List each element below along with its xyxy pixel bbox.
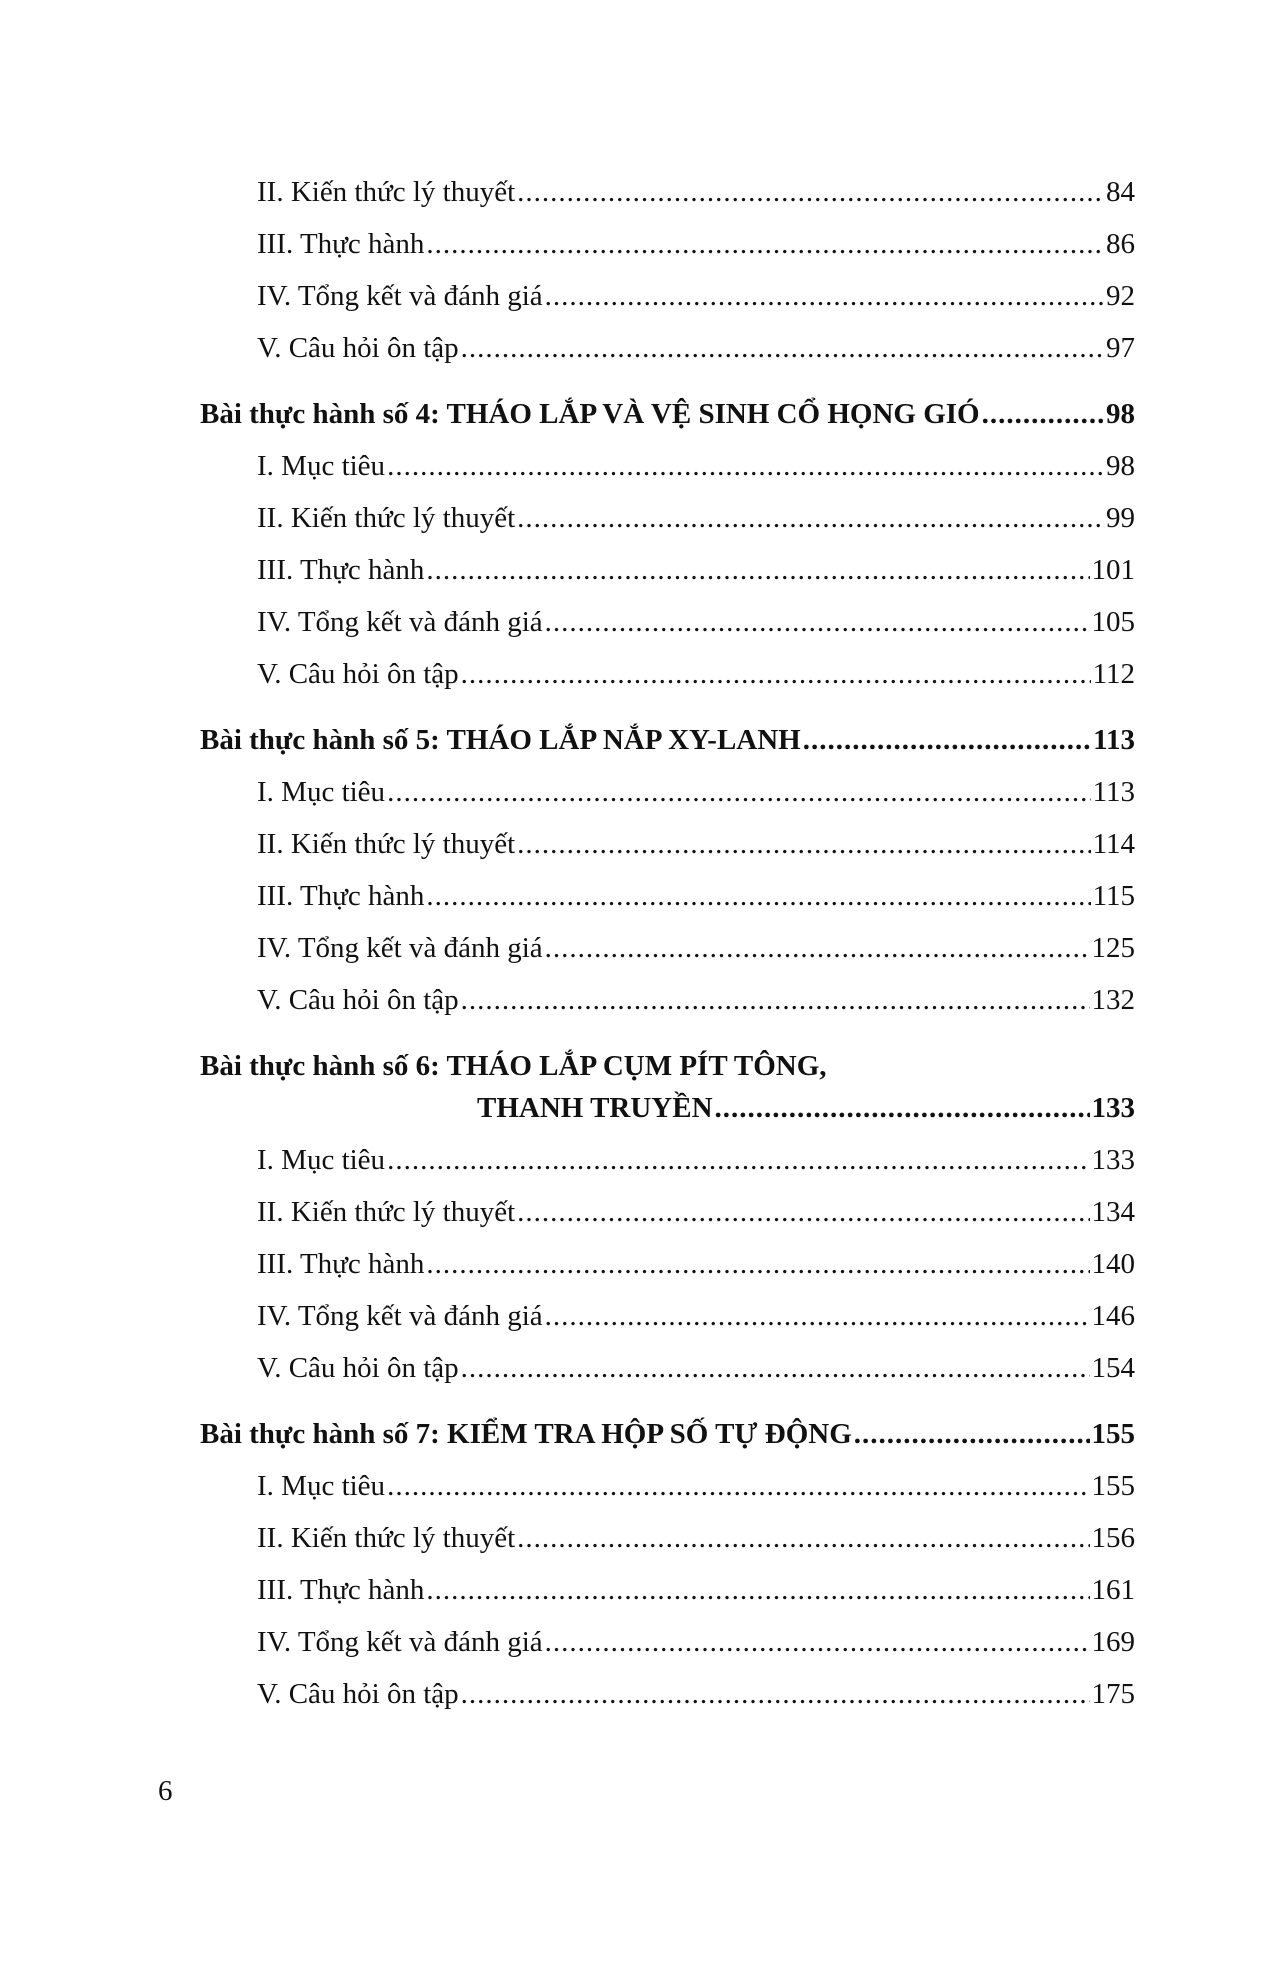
- toc-entry: [257, 772, 1135, 812]
- dot-leader: [715, 1088, 1090, 1128]
- toc-entry-page: 169: [1091, 1626, 1135, 1658]
- dot-leader: [545, 1296, 1090, 1336]
- section-heading-cont-label: THANH TRUYỀN: [477, 1092, 713, 1124]
- toc-entry: [257, 498, 1135, 538]
- dot-leader: [461, 1348, 1090, 1388]
- page-number: 6: [158, 1775, 173, 1807]
- toc-entry-page: 146: [1091, 1300, 1135, 1332]
- toc-entry: [257, 1348, 1135, 1388]
- dot-leader: [426, 1570, 1089, 1610]
- dot-leader: [461, 1674, 1090, 1714]
- toc-entry-label: III. Thực hành: [257, 1574, 425, 1606]
- toc-entry-page: 92: [1106, 280, 1135, 312]
- toc-entry: [257, 980, 1135, 1020]
- dot-leader: [517, 498, 1104, 538]
- toc-entry-page: 84: [1106, 176, 1135, 208]
- section-heading-cont-page: 133: [1091, 1092, 1135, 1124]
- section-heading: [200, 394, 1135, 434]
- toc-entry-label: I. Mục tiêu: [257, 450, 386, 482]
- toc-entry-page: 97: [1106, 332, 1135, 364]
- toc-entry-page: 101: [1091, 554, 1135, 586]
- dot-leader: [426, 550, 1089, 590]
- toc-entry-page: 112: [1092, 658, 1135, 690]
- dot-leader: [461, 654, 1091, 694]
- toc-entry-label: V. Câu hỏi ôn tập: [257, 332, 459, 364]
- toc-entry-label: I. Mục tiêu: [257, 1144, 386, 1176]
- toc-entry-label: II. Kiến thức lý thuyết: [257, 1196, 516, 1228]
- dot-leader: [545, 276, 1104, 316]
- toc-entry-label: I. Mục tiêu: [257, 776, 386, 808]
- toc-entry-label: V. Câu hỏi ôn tập: [257, 1678, 459, 1710]
- dot-leader: [517, 172, 1104, 212]
- toc-entry: [257, 1466, 1135, 1506]
- toc-entry-page: 125: [1091, 932, 1135, 964]
- toc-entry-page: 86: [1106, 228, 1135, 260]
- section-heading-page: 113: [1093, 724, 1135, 756]
- toc-entry-label: II. Kiến thức lý thuyết: [257, 1522, 516, 1554]
- toc-entry-label: II. Kiến thức lý thuyết: [257, 828, 516, 860]
- toc-entry: [257, 276, 1135, 316]
- toc-entry-page: 132: [1091, 984, 1135, 1016]
- toc-entry-label: IV. Tổng kết và đánh giá: [257, 932, 543, 964]
- section-heading-page: 155: [1091, 1418, 1135, 1450]
- toc-entry-label: III. Thực hành: [257, 1248, 425, 1280]
- toc-entry-page: 114: [1092, 828, 1135, 860]
- dot-leader: [517, 1518, 1089, 1558]
- section-heading-label: Bài thực hành số 5: THÁO LẮP NẮP XY-LANH: [200, 724, 801, 756]
- toc-entry-label: V. Câu hỏi ôn tập: [257, 658, 459, 690]
- toc-entry-page: 99: [1106, 502, 1135, 534]
- toc-entry: [257, 172, 1135, 212]
- dot-leader: [982, 394, 1104, 434]
- toc-entry: [257, 1192, 1135, 1232]
- section-heading-cont: [477, 1088, 1135, 1128]
- toc-entry-page: 155: [1091, 1470, 1135, 1502]
- dot-leader: [517, 1192, 1089, 1232]
- toc-entry: [257, 550, 1135, 590]
- toc-entry-label: II. Kiến thức lý thuyết: [257, 176, 516, 208]
- toc-entry: [257, 328, 1135, 368]
- dot-leader: [545, 602, 1090, 642]
- dot-leader: [803, 720, 1091, 760]
- toc-entry-label: I. Mục tiêu: [257, 1470, 386, 1502]
- dot-leader: [545, 1622, 1090, 1662]
- toc-entry: [257, 602, 1135, 642]
- toc-entry-page: 133: [1091, 1144, 1135, 1176]
- toc-entry: [257, 654, 1135, 694]
- dot-leader: [461, 980, 1090, 1020]
- toc-entry-page: 161: [1091, 1574, 1135, 1606]
- dot-leader: [387, 1466, 1089, 1506]
- toc-entry-page: 115: [1092, 880, 1135, 912]
- dot-leader: [387, 446, 1104, 486]
- dot-leader: [387, 1140, 1089, 1180]
- toc-entry: [257, 1244, 1135, 1284]
- dot-leader: [517, 824, 1090, 864]
- toc-entry: [257, 1296, 1135, 1336]
- section-heading: [200, 720, 1135, 760]
- toc-entry-page: 156: [1091, 1522, 1135, 1554]
- section-heading-label: Bài thực hành số 4: THÁO LẮP VÀ VỆ SINH CỔ HỌNG GIÓ: [200, 398, 980, 430]
- toc-entry: [257, 876, 1135, 916]
- toc-entry-page: 98: [1106, 450, 1135, 482]
- toc-entry: [257, 928, 1135, 968]
- section-heading-label: Bài thực hành số 7: KIỂM TRA HỘP SỐ TỰ ĐỘNG: [200, 1418, 852, 1450]
- toc-entry: [257, 1622, 1135, 1662]
- section-heading-page: 98: [1106, 398, 1135, 430]
- toc-entry: [257, 1140, 1135, 1180]
- toc-entry-page: 113: [1092, 776, 1135, 808]
- toc-entry: [257, 1570, 1135, 1610]
- dot-leader: [545, 928, 1090, 968]
- toc-entry-page: 140: [1091, 1248, 1135, 1280]
- toc-entry-page: 105: [1091, 606, 1135, 638]
- toc-entry: [257, 1674, 1135, 1714]
- dot-leader: [426, 876, 1090, 916]
- dot-leader: [426, 1244, 1089, 1284]
- toc-entry-label: V. Câu hỏi ôn tập: [257, 1352, 459, 1384]
- toc-entry: [257, 224, 1135, 264]
- toc-entry-page: 175: [1091, 1678, 1135, 1710]
- toc-entry-label: III. Thực hành: [257, 228, 425, 260]
- toc-entry-label: IV. Tổng kết và đánh giá: [257, 606, 543, 638]
- toc-entry-page: 134: [1091, 1196, 1135, 1228]
- section-heading: Bài thực hành số 6: THÁO LẮP CỤM PÍT TÔNG,: [200, 1050, 827, 1082]
- toc-entry-label: IV. Tổng kết và đánh giá: [257, 280, 543, 312]
- toc-entry-label: III. Thực hành: [257, 554, 425, 586]
- toc-entry-label: IV. Tổng kết và đánh giá: [257, 1626, 543, 1658]
- dot-leader: [461, 328, 1104, 368]
- section-heading: [200, 1414, 1135, 1454]
- toc-entry: [257, 446, 1135, 486]
- dot-leader: [387, 772, 1091, 812]
- toc-entry: [257, 824, 1135, 864]
- toc-entry-label: IV. Tổng kết và đánh giá: [257, 1300, 543, 1332]
- toc-entry-label: II. Kiến thức lý thuyết: [257, 502, 516, 534]
- dot-leader: [426, 224, 1104, 264]
- toc-entry-label: III. Thực hành: [257, 880, 425, 912]
- dot-leader: [854, 1414, 1090, 1454]
- toc-entry-page: 154: [1091, 1352, 1135, 1384]
- toc-entry: [257, 1518, 1135, 1558]
- toc-entry-label: V. Câu hỏi ôn tập: [257, 984, 459, 1016]
